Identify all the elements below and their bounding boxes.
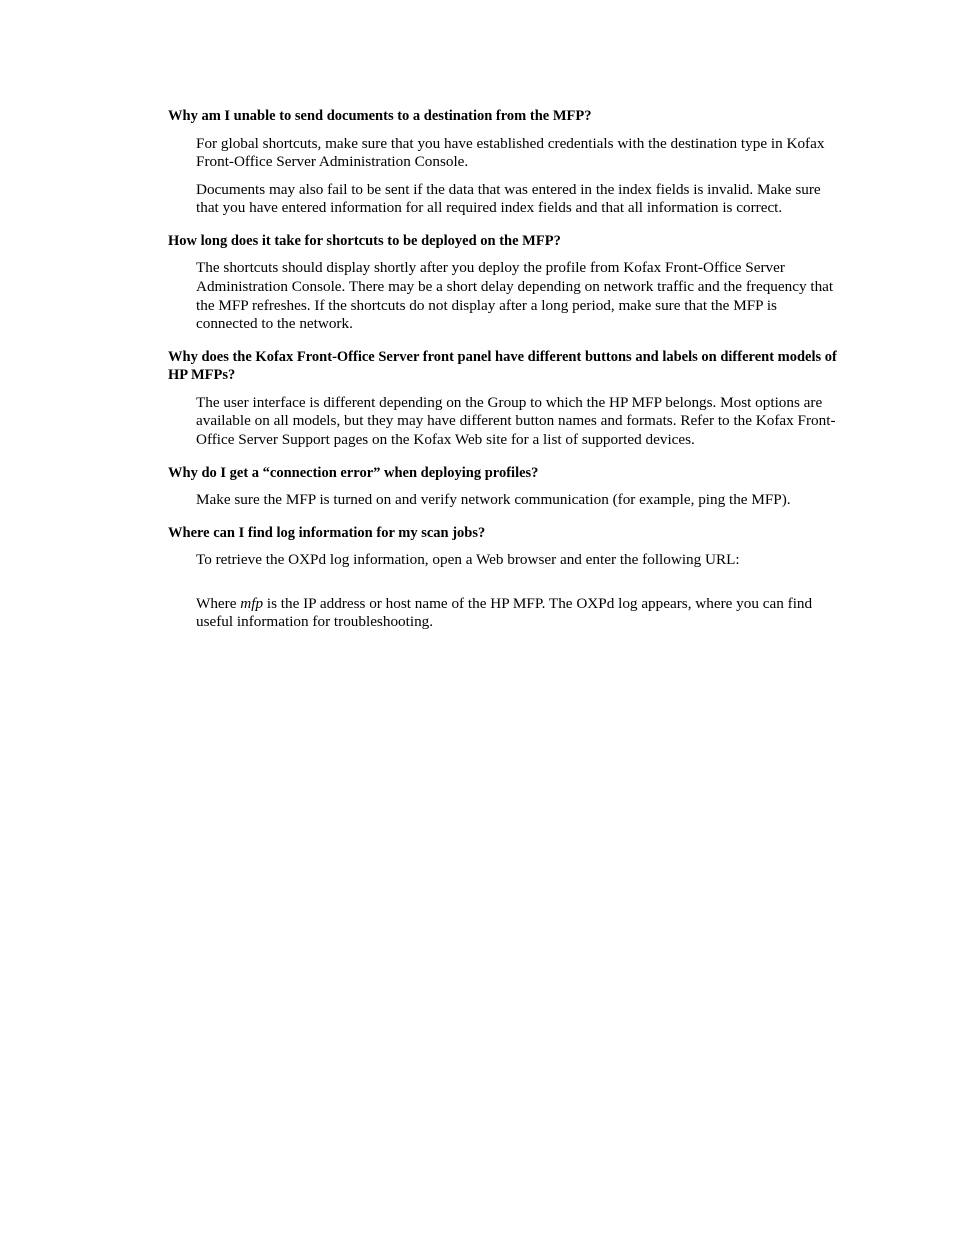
faq-answer [196, 135, 840, 218]
answer-paragraph: The user interface is different depending on the Group to which the HP MFP belongs. Most options are available on all models, but they may have different button names and formats. Refer to the Kofax Front-Office Server Support pages on the Kofax Web site for a list of supported devices. [196, 393, 836, 448]
faq-question: Why do I get a “connection error” when deploying profiles? [168, 464, 539, 481]
answer-paragraph: Documents may also fail to be sent if the data that was entered in the index fields is invalid. Make sure that you have entered information for all required index fields and that all information is correct. [196, 180, 821, 217]
followup-suffix: is the IP address or host name of the HP MFP. The OXPd log appears, where you can find useful information for troubleshooting. [196, 594, 813, 631]
faq-item [168, 232, 840, 334]
faq-answer [196, 259, 840, 333]
faq-question: How long does it take for shortcuts to be deployed on the MFP? [168, 232, 561, 249]
answer-paragraph: For global shortcuts, make sure that you have established credentials with the destination type in Kofax Front-Office Server Administration Console. [196, 134, 825, 171]
faq-item [168, 348, 840, 450]
faq-item [168, 464, 840, 510]
answer-paragraph: To retrieve the OXPd log information, open a Web browser and enter the following URL: [196, 551, 740, 569]
faq-answer [196, 491, 840, 510]
faq-question: Why does the Kofax Front-Office Server front panel have different buttons and labels on different models of HP MFPs? [168, 348, 837, 384]
faq-question: Why am I unable to send documents to a destination from the MFP? [168, 108, 592, 124]
answer-paragraph-followup [196, 595, 840, 632]
answer-paragraph: Make sure the MFP is turned on and verify network communication (for example, ping the MFP). [196, 491, 791, 509]
answer-paragraph: The shortcuts should display shortly after you deploy the profile from Kofax Front-Office Server Administration Console. There may be a short delay depending on network traffic and the frequency that the MFP refreshes. If the shortcuts do not display after a long period, make sure that the MFP is connected to the network. [196, 259, 834, 333]
followup-term: mfp [240, 594, 264, 612]
faq-answer [196, 551, 840, 632]
faq-question: Where can I find log information for my scan jobs? [168, 524, 486, 541]
faq-item [168, 524, 840, 632]
faq-section [168, 107, 840, 641]
followup-prefix: Where [196, 594, 241, 612]
url-placeholder [196, 579, 840, 595]
faq-answer [196, 394, 840, 450]
faq-item [168, 107, 840, 218]
